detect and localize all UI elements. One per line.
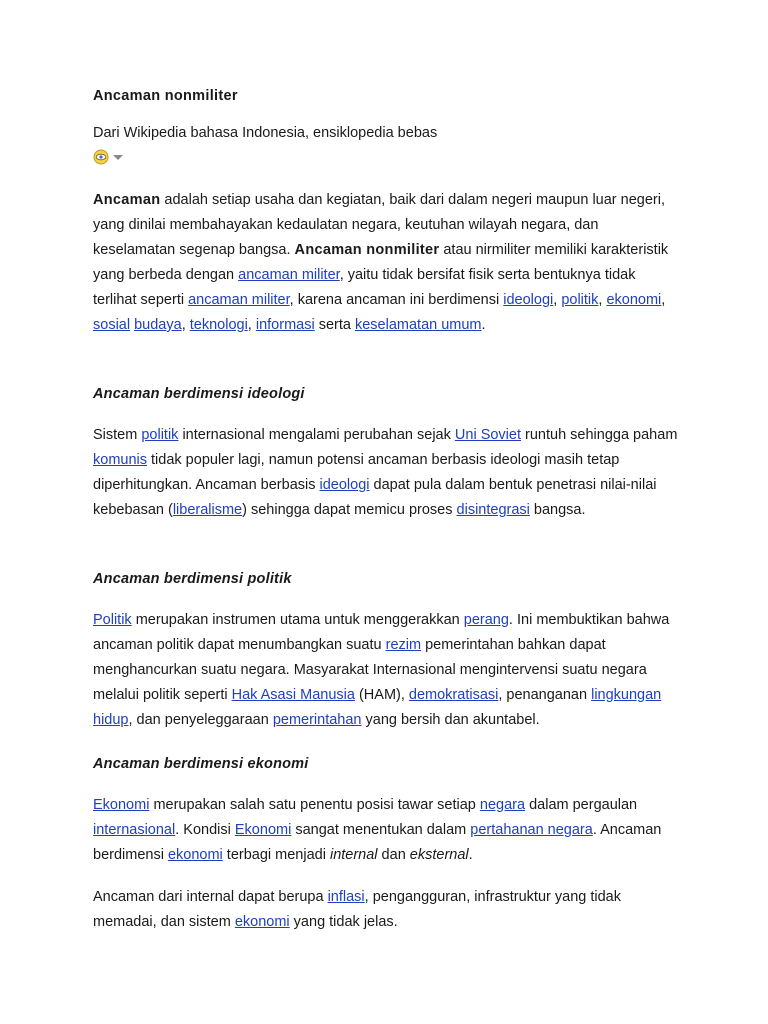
text-span: Ancaman dari internal dapat berupa (93, 889, 328, 905)
text-span: runtuh sehingga paham (521, 427, 678, 443)
link-internasional[interactable]: internasional (93, 822, 176, 838)
text-span: dan (377, 847, 410, 863)
text-span: , (553, 292, 562, 308)
term-ancaman: Ancaman (93, 192, 161, 208)
link-komunis[interactable]: komunis (93, 452, 147, 468)
ideologi-paragraph (93, 423, 683, 523)
text-span: tidak populer lagi, namun potensi ancaman berbasis ideologi masih tetap diperhitungkan. Ancaman berbasis (93, 452, 620, 493)
text-span: dalam pergaulan (525, 797, 638, 813)
text-span: dapat pula dalam bentuk penetrasi nilai-nilai kebebasan ( (93, 477, 657, 518)
text-span: , pengangguran, infrastruktur yang tidak memadai, dan sistem (93, 889, 621, 930)
text-span: adalah setiap usaha dan kegiatan, baik dari dalam negeri maupun luar negeri, yang dinilai membahayakan kedaulatan negara, keutuhan wilayah negara, dan keselamatan segenap bangsa. (93, 192, 665, 258)
text-span: merupakan salah satu penentu posisi tawar setiap (149, 797, 480, 813)
link-perang[interactable]: perang (463, 612, 509, 628)
link-ancaman-militer-2[interactable]: ancaman militer (188, 292, 290, 308)
text-span: merupakan instrumen utama untuk menggerakkan (131, 612, 464, 628)
link-ideologi[interactable]: ideologi (503, 292, 554, 308)
text-span: ) sehingga dapat memicu proses (242, 502, 457, 518)
link-keselamatan-umum[interactable]: keselamatan umum (354, 317, 482, 333)
link-ekonomi-3[interactable]: ekonomi (167, 847, 223, 863)
heading-politik: Ancaman berdimensi politik (93, 571, 292, 587)
text-span: . Ini membuktikan bahwa ancaman politik dapat menumbangkan suatu (93, 612, 670, 653)
text-span: (HAM), (354, 687, 409, 703)
text-span: yang tidak jelas. (289, 914, 398, 930)
text-span: . Ancaman berdimensi (93, 822, 662, 863)
text-span: , penanganan (498, 687, 592, 703)
heading-ideologi: Ancaman berdimensi ideologi (93, 386, 305, 402)
eye-icon[interactable] (93, 149, 109, 165)
link-lingkungan-hidup[interactable]: lingkungan hidup (93, 687, 662, 728)
text-span: , yaitu tidak bersifat fisik serta bentuknya tidak terlihat seperti (93, 267, 636, 308)
link-politik-main[interactable]: Politik (93, 612, 132, 628)
intro-paragraph (93, 188, 683, 338)
text-span: Sistem (93, 427, 142, 443)
link-ideologi-2[interactable]: ideologi (319, 477, 370, 493)
link-politik-ideologi[interactable]: politik (141, 427, 179, 443)
link-sosial[interactable]: sosial (93, 317, 131, 333)
link-ekonomi-2[interactable]: Ekonomi (234, 822, 292, 838)
text-span: terbagi menjadi (222, 847, 330, 863)
heading-ekonomi: Ancaman berdimensi ekonomi (93, 756, 309, 772)
link-teknologi[interactable]: teknologi (189, 317, 248, 333)
term-ancaman-nonmiliter: Ancaman nonmiliter (294, 242, 440, 258)
text-span: bangsa. (529, 502, 586, 518)
link-hak-asasi-manusia[interactable]: Hak Asasi Manusia (231, 687, 355, 703)
link-ancaman-militer[interactable]: ancaman militer (238, 267, 340, 283)
term-eksternal: eksternal (409, 847, 469, 863)
text-span: serta (314, 317, 355, 333)
link-pertahanan-negara[interactable]: pertahanan negara (470, 822, 593, 838)
link-budaya[interactable]: budaya (134, 317, 182, 333)
link-liberalisme[interactable]: liberalisme (172, 502, 243, 518)
link-inflasi[interactable]: inflasi (327, 889, 365, 905)
text-span: atau nirmiliter memiliki karakteristik yang berbeda dengan (93, 242, 669, 283)
text-span: . (468, 847, 473, 863)
link-ekonomi-4[interactable]: ekonomi (234, 914, 290, 930)
text-span: sangat menentukan dalam (291, 822, 471, 838)
text-span: pemerintahan bahkan dapat menghancurkan suatu negara. Masyarakat Internasional mengintervensi suatu negara melalui politik seperti (93, 637, 647, 703)
article-title: Ancaman nonmiliter (93, 88, 238, 104)
chevron-down-icon[interactable] (113, 155, 123, 160)
link-ekonomi[interactable]: ekonomi (606, 292, 662, 308)
text-span: . Kondisi (175, 822, 235, 838)
article-subtitle: Dari Wikipedia bahasa Indonesia, ensiklopedia bebas (93, 125, 438, 141)
link-uni-soviet[interactable]: Uni Soviet (454, 427, 521, 443)
watch-widget[interactable] (93, 148, 127, 166)
link-ekonomi-main[interactable]: Ekonomi (93, 797, 150, 813)
ekonomi-paragraph-1 (93, 793, 683, 868)
link-demokratisasi[interactable]: demokratisasi (408, 687, 499, 703)
text-span: , karena ancaman ini berdimensi (289, 292, 504, 308)
link-rezim[interactable]: rezim (385, 637, 422, 653)
term-internal: internal (329, 847, 378, 863)
ekonomi-paragraph-2 (93, 885, 683, 935)
text-span: yang bersih dan akuntabel. (361, 712, 540, 728)
link-disintegrasi[interactable]: disintegrasi (456, 502, 530, 518)
text-span: , (598, 292, 607, 308)
link-informasi[interactable]: informasi (255, 317, 315, 333)
text-span: internasional mengalami perubahan sejak (178, 427, 455, 443)
text-span: , (661, 292, 666, 308)
text-span: , (181, 317, 190, 333)
politik-paragraph (93, 608, 683, 733)
link-politik[interactable]: politik (561, 292, 599, 308)
text-span: . (481, 317, 486, 333)
link-pemerintahan[interactable]: pemerintahan (272, 712, 362, 728)
text-span: , dan penyeleggaraan (128, 712, 273, 728)
text-span: , (247, 317, 256, 333)
link-negara[interactable]: negara (479, 797, 526, 813)
